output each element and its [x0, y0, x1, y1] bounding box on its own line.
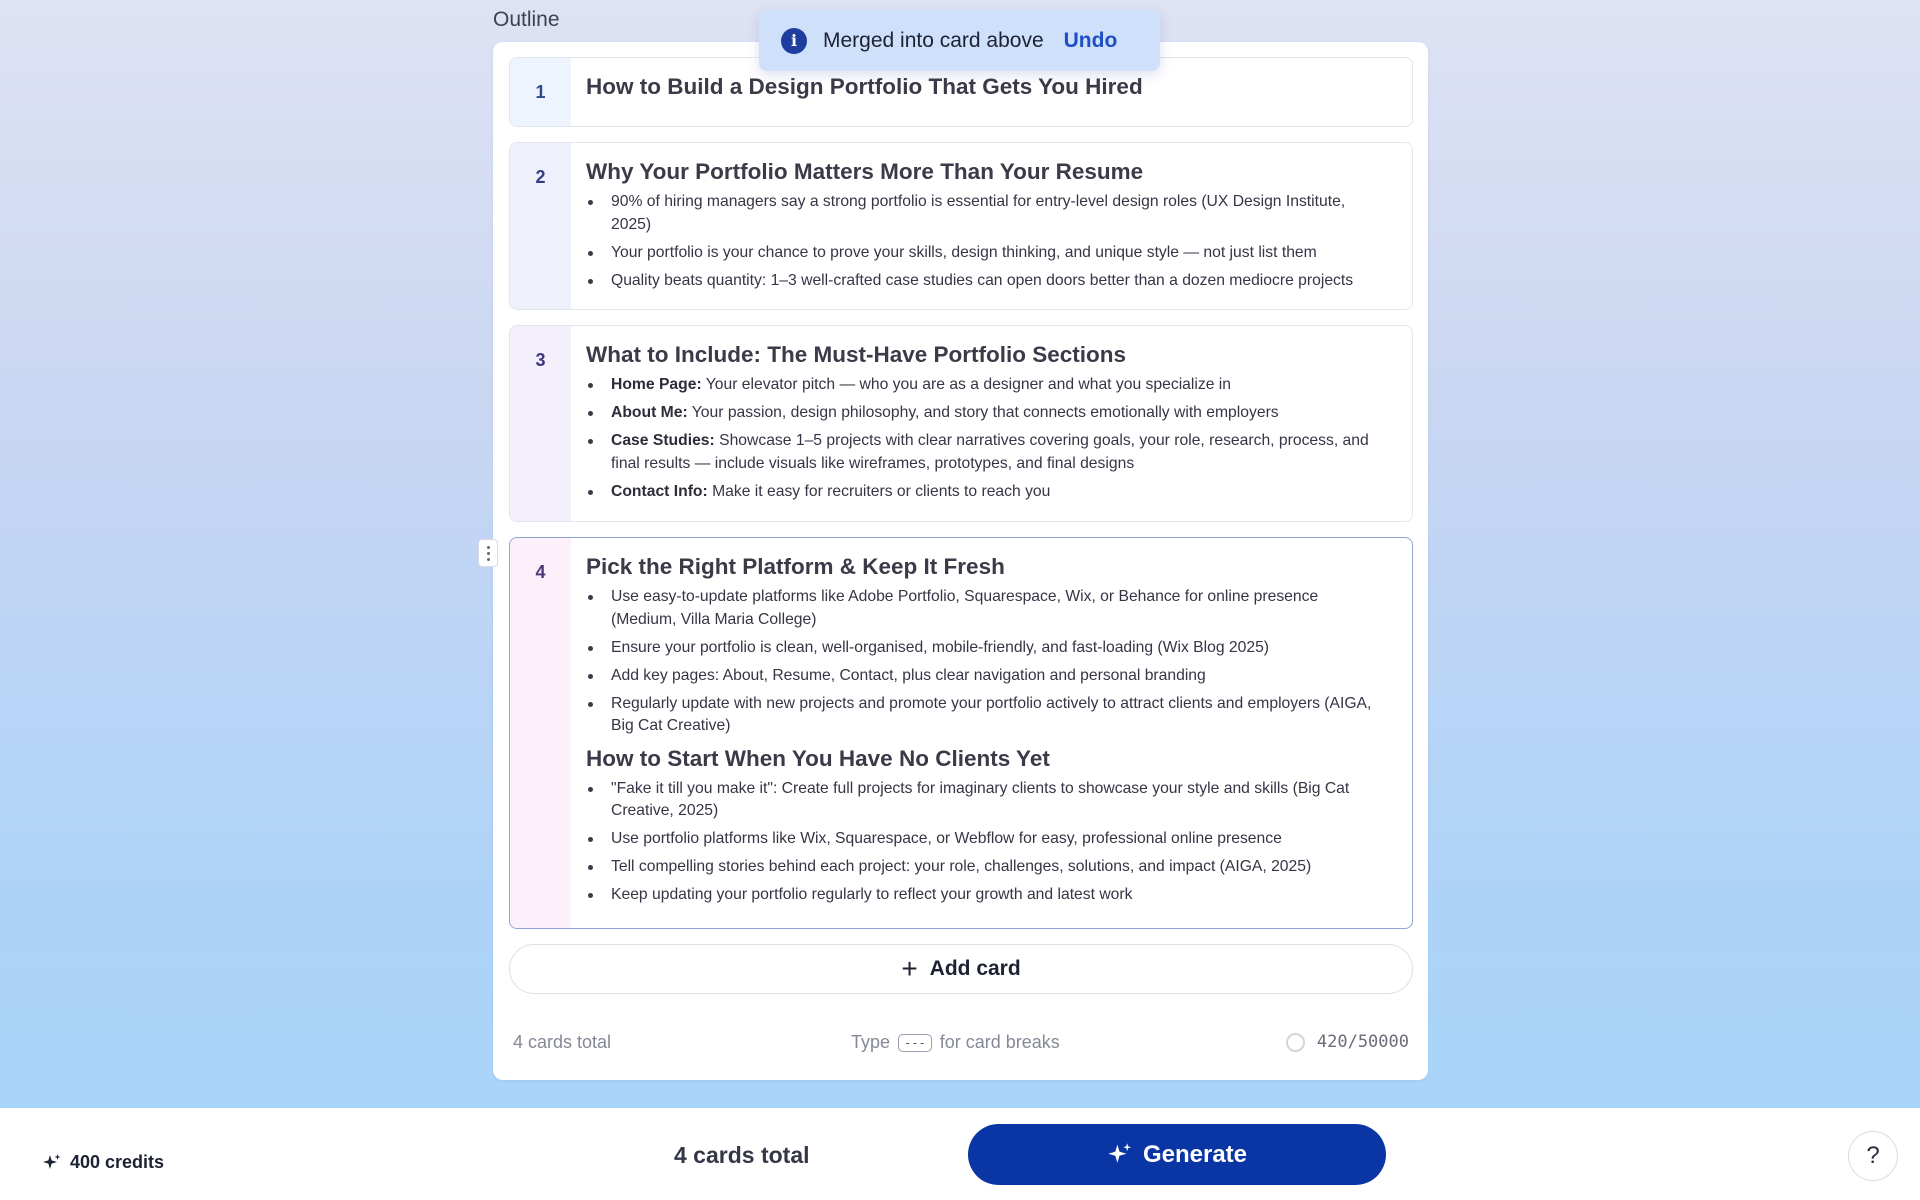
drag-handle-icon[interactable] [478, 539, 498, 567]
bullet-bold-label: Case Studies: [611, 432, 715, 449]
bullet-item[interactable]: Ensure your portfolio is clean, well-organised, mobile-friendly, and fast-loading (Wix Blog 2025) [586, 637, 1382, 660]
bullet-item[interactable]: Use easy-to-update platforms like Adobe Portfolio, Squarespace, Wix, or Behance for online presence (Medium, Villa Maria College) [586, 586, 1382, 631]
bullet-item[interactable]: Regularly update with new projects and promote your portfolio actively to attract clients and employers (AIGA, Big Cat Creative) [586, 693, 1382, 738]
card-title[interactable]: How to Build a Design Portfolio That Gets You Hired [586, 74, 1143, 99]
bullet-text: Your elevator pitch — who you are as a designer and what you specialize in [701, 376, 1232, 393]
card-number: 3 [510, 326, 571, 521]
bullet-list [586, 778, 1382, 907]
bullet-item[interactable] [586, 481, 1382, 504]
info-icon: i [781, 28, 807, 54]
card-title[interactable]: Pick the Right Platform & Keep It Fresh [586, 554, 1005, 579]
outline-heading: Outline [493, 8, 560, 31]
bullet-item[interactable]: Keep updating your portfolio regularly to reflect your growth and latest work [586, 884, 1382, 907]
bullet-bold-label: Home Page: [611, 376, 702, 393]
card-number: 2 [510, 143, 571, 309]
character-count: 420/50000 [1316, 1032, 1409, 1052]
undo-button[interactable]: Undo [1063, 28, 1118, 52]
card-break-hint [851, 1032, 1060, 1053]
add-card-button[interactable] [509, 944, 1413, 994]
merge-toast [759, 10, 1160, 71]
bullet-item[interactable] [586, 402, 1382, 425]
bullet-text: Your passion, design philosophy, and story that connects emotionally with employers [687, 404, 1279, 421]
bullet-item[interactable]: Tell compelling stories behind each project: your role, challenges, solutions, and impact (AIGA, 2025) [586, 856, 1382, 879]
help-button[interactable]: ? [1848, 1131, 1898, 1181]
card-title[interactable]: Why Your Portfolio Matters More Than Your Resume [586, 159, 1144, 184]
bullet-bold-label: About Me: [611, 404, 688, 421]
hint-suffix: for card breaks [939, 1032, 1060, 1052]
credits-label: 400 credits [70, 1152, 165, 1172]
bottom-cards-total: 4 cards total [674, 1142, 810, 1168]
bullet-list [586, 374, 1382, 503]
bullet-item[interactable]: Add key pages: About, Resume, Contact, plus clear navigation and personal branding [586, 665, 1382, 688]
generate-button[interactable] [968, 1124, 1386, 1185]
hint-prefix: Type [851, 1032, 891, 1052]
card-number: 1 [510, 58, 571, 126]
bullet-list [586, 586, 1382, 738]
cards-total-count: 4 cards total [513, 1032, 612, 1052]
credits-indicator[interactable] [42, 1152, 164, 1173]
bullet-item[interactable] [586, 374, 1382, 397]
panel-footer [513, 1032, 1409, 1062]
card-title[interactable]: What to Include: The Must-Have Portfolio Sections [586, 342, 1127, 367]
outline-panel [493, 42, 1428, 1080]
bottom-bar [0, 1108, 1920, 1200]
bullet-item[interactable]: Your portfolio is your chance to prove your skills, design thinking, and unique style — not just list them [586, 242, 1382, 265]
bullet-item[interactable]: "Fake it till you make it": Create full projects for imaginary clients to showcase your style and skills (Big Cat Creative, 2025) [586, 778, 1382, 823]
bullet-item[interactable]: Quality beats quantity: 1–3 well-crafted case studies can open doors better than a dozen mediocre projects [586, 270, 1382, 293]
bullet-list [586, 191, 1382, 292]
outline-card-2[interactable] [509, 142, 1413, 310]
bullet-item[interactable]: Use portfolio platforms like Wix, Squarespace, or Webflow for easy, professional online presence [586, 828, 1382, 851]
bullet-text: Make it easy for recruiters or clients to reach you [707, 482, 1051, 500]
bullet-item[interactable] [586, 430, 1382, 475]
bullet-text: Showcase 1–5 projects with clear narratives covering goals, your role, research, process, and final results — include visuals like wireframes, prototypes, and final designs [611, 432, 1369, 472]
outline-card-3[interactable] [509, 325, 1413, 522]
progress-ring-icon [1286, 1033, 1305, 1052]
bullet-item[interactable]: 90% of hiring managers say a strong portfolio is essential for entry-level design roles (UX Design Institute, 2025) [586, 191, 1382, 236]
add-card-label: Add card [929, 957, 1021, 980]
card-subtitle[interactable]: How to Start When You Have No Clients Yet [586, 745, 1050, 771]
bullet-bold-label: Contact Info: [611, 482, 708, 500]
card-number: 4 [510, 538, 571, 928]
outline-card-4[interactable] [509, 537, 1413, 929]
character-counter [1286, 1032, 1409, 1052]
sparkle-icon [1107, 1142, 1133, 1168]
generate-label: Generate [1142, 1140, 1248, 1168]
sparkle-icon [42, 1153, 62, 1173]
card-break-key: --- [898, 1034, 932, 1052]
toast-message: Merged into card above [823, 28, 1044, 52]
plus-icon: + [901, 953, 918, 984]
